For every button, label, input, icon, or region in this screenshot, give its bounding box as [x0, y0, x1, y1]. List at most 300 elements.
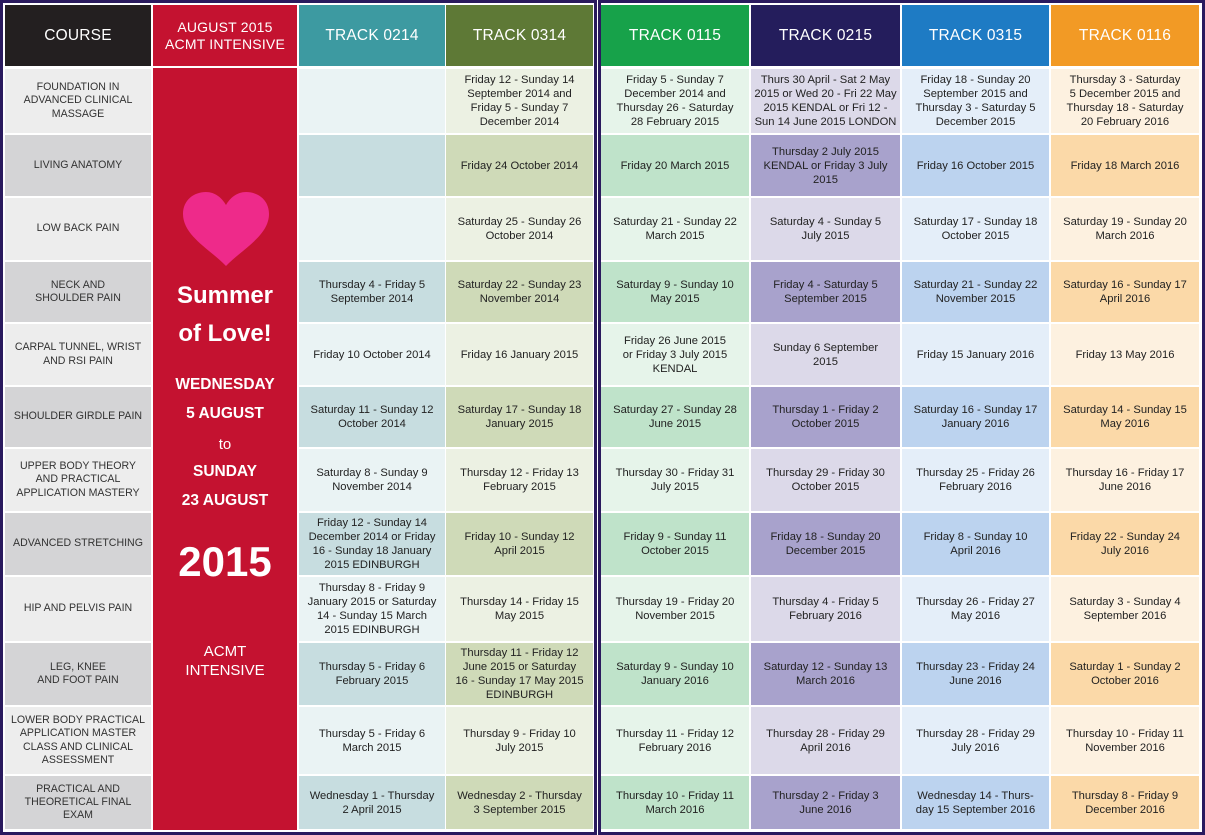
date-cell-0116: [1051, 324, 1199, 385]
text-line: February 2015: [483, 481, 556, 493]
text-line: February 2015: [335, 675, 409, 687]
date-cell-0314: [446, 198, 593, 260]
date-cell-0215: [751, 324, 900, 385]
text-line: Friday 9 - Sunday 11: [623, 531, 727, 543]
text-line: Thursday 18 - Saturday: [1066, 102, 1184, 114]
text-line: Friday 12 - Sunday 14: [316, 517, 428, 529]
text-line: Friday 18 - Sunday 20: [920, 74, 1031, 86]
text-line: 2 April 2015: [342, 803, 402, 816]
date-cell-0116: [1051, 198, 1199, 260]
cell-text: [319, 660, 425, 688]
text-line: Saturday 3 - Sunday 4: [1069, 596, 1181, 608]
date-cell-0314: [446, 643, 593, 705]
text-line: December 2014: [479, 116, 560, 128]
text-line: October 2015: [641, 545, 709, 557]
text-line: February 2016: [789, 610, 862, 622]
text-line: or Friday 3 July 2015: [622, 348, 728, 361]
cell-text: [461, 348, 579, 362]
text-line: Friday 10 October 2014: [313, 348, 431, 361]
cell-text: [770, 530, 880, 558]
date-cell-0315: [902, 324, 1049, 385]
text-line: Saturday 16 - Sunday 17: [913, 404, 1038, 416]
text-line: April 2016: [1099, 293, 1151, 305]
cell-text: [1067, 73, 1184, 129]
text-line: 2015 EDINBURGH: [324, 624, 420, 636]
cell-text: [914, 278, 1038, 306]
text-line: CARPAL TUNNEL, WRIST: [14, 341, 142, 354]
cell-text: [1063, 403, 1187, 431]
text-line: Wednesday 14 - Thurs-: [917, 789, 1034, 802]
text-line: ACMT INTENSIVE: [164, 35, 285, 52]
cell-text: [916, 595, 1035, 623]
cell-text: [616, 595, 735, 623]
text-line: PRACTICAL AND: [36, 782, 120, 795]
header-track-0215: TRACK 0215: [751, 5, 900, 66]
course-cell: [5, 387, 151, 447]
cell-text: [1066, 727, 1184, 755]
text-line: EXAM: [62, 809, 94, 822]
text-line: December 2014 or Friday: [308, 531, 436, 543]
end-date: 23 AUGUST: [181, 492, 269, 509]
date-cell-0315: [902, 198, 1049, 260]
cell-text: [461, 159, 579, 173]
course-cell: [5, 324, 151, 385]
cell-text: [319, 727, 425, 755]
text-line: 28 February 2015: [630, 116, 720, 128]
date-cell-0214: [299, 198, 445, 260]
text-line: Saturday 17 - Sunday 18: [457, 404, 582, 416]
text-line: 20 February 2016: [1080, 116, 1170, 128]
cell-text: [770, 215, 881, 243]
text-line: Saturday 22 - Sunday 23: [457, 279, 582, 291]
date-cell-0214: [299, 643, 445, 705]
text-line: AND PRACTICAL: [35, 473, 121, 486]
date-cell-0314: [446, 135, 593, 196]
text-line: Friday 24 October 2014: [460, 159, 579, 172]
cell-text: [458, 215, 582, 243]
text-line: ASSESSMENT: [41, 753, 115, 766]
cell-text: [14, 410, 142, 423]
date-cell-0215: [751, 776, 900, 829]
date-cell-0116: [1051, 387, 1199, 447]
date-cell-0315: [902, 707, 1049, 774]
text-line: April 2016: [950, 545, 1001, 557]
date-cell-0214: [299, 69, 445, 133]
date-cell-0115: [601, 324, 749, 385]
end-day: SUNDAY: [192, 463, 258, 480]
date-cell-0315: [902, 449, 1049, 511]
cell-text: [316, 466, 427, 494]
text-line: HIP AND PELVIS PAIN: [23, 602, 133, 615]
date-cell-0214: [299, 513, 445, 575]
date-cell-0214: [299, 707, 445, 774]
course-cell: [5, 643, 151, 705]
cell-text: [309, 516, 436, 572]
text-line: Thursday 5 - Friday 6: [318, 727, 426, 740]
date-cell-0115: [601, 387, 749, 447]
cell-text: [772, 403, 878, 431]
course-cell: [5, 449, 151, 511]
date-cell-0314: [446, 513, 593, 575]
text-line: ADVANCED CLINICAL: [23, 94, 133, 107]
text-line: Thursday 10 - Friday 11: [1066, 727, 1184, 740]
text-line: March 2016: [645, 803, 705, 816]
cell-text: [917, 348, 1035, 362]
text-line: April 2016: [800, 741, 851, 754]
text-line: Friday 13 May 2016: [1075, 348, 1175, 361]
text-line: November 2015: [935, 293, 1016, 305]
text-line: Friday 4 - Saturday 5: [773, 279, 878, 291]
cell-text: [1076, 348, 1175, 362]
cell-text: [916, 727, 1035, 755]
date-cell-0315: [902, 387, 1049, 447]
text-line: October 2015: [941, 230, 1010, 242]
cell-text: [616, 278, 734, 306]
cell-text: [24, 81, 133, 121]
text-line: June 2015 or Saturday: [462, 661, 577, 673]
text-line: Saturday 4 - Sunday 5: [769, 216, 882, 228]
text-line: September 2014: [330, 293, 414, 305]
text-line: AND FOOT PAIN: [37, 674, 119, 686]
date-cell-0116: [1051, 69, 1199, 133]
date-cell-0214: [299, 776, 445, 829]
date-cell-0116: [1051, 707, 1199, 774]
date-cell-0215: [751, 262, 900, 322]
header-track-0315: TRACK 0315: [902, 5, 1049, 66]
text-line: 14 - Sunday 15 March: [316, 610, 428, 622]
text-line: March 2015: [342, 741, 402, 754]
text-line: October 2014: [485, 230, 554, 242]
date-cell-0214: [299, 324, 445, 385]
text-line: September 2015: [784, 293, 867, 305]
text-line: Thursday 8 - Friday 9: [1071, 789, 1179, 802]
date-cell-0314: [446, 776, 593, 829]
text-line: NECK AND: [50, 278, 106, 291]
text-line: Thursday 3 - Saturday: [1069, 74, 1181, 86]
text-line: FOUNDATION IN: [36, 81, 120, 94]
text-line: Saturday 1 - Sunday 2: [1069, 661, 1181, 673]
date-cell-0115: [601, 135, 749, 196]
text-line: 2015 KENDAL or Fri 12 -: [763, 102, 888, 114]
text-line: Thursday 2 - Friday 3: [772, 789, 879, 802]
date-cell-0215: [751, 643, 900, 705]
course-cell: [5, 262, 151, 322]
date-cell-0116: [1051, 513, 1199, 575]
text-line: Friday 20 March 2015: [620, 159, 730, 172]
date-cell-0115: [601, 198, 749, 260]
text-line: May 2015: [650, 293, 700, 305]
text-line: July 2015: [801, 230, 850, 242]
cell-text: [34, 159, 123, 172]
cell-text: [764, 660, 888, 688]
text-line: SHOULDER PAIN: [35, 292, 121, 304]
text-line: Thursday 5 - Friday 6: [318, 661, 426, 673]
date-cell-0115: [601, 643, 749, 705]
cell-text: [319, 278, 425, 306]
date-cell-0215: [751, 513, 900, 575]
date-cell-0115: [601, 69, 749, 133]
cell-text: [773, 278, 877, 306]
header-track-0214: TRACK 0214: [299, 5, 445, 66]
text-line: Thursday 12 - Friday 13: [460, 467, 579, 479]
date-cell-0214: [299, 387, 445, 447]
date-to: to: [218, 436, 232, 453]
text-line: KENDAL or Friday 3 July: [763, 159, 888, 172]
text-line: November 2014: [332, 481, 412, 493]
date-cell-0115: [601, 262, 749, 322]
promo-title-line2: of Love!: [178, 320, 272, 347]
date-cell-0215: [751, 387, 900, 447]
text-line: January 2015 or Saturday: [307, 596, 437, 608]
cell-text: [766, 466, 885, 494]
text-line: Friday 15 January 2016: [916, 348, 1035, 361]
course-cell: [5, 776, 151, 829]
date-cell-0314: [446, 577, 593, 641]
text-line: LOWER BODY PRACTICAL: [10, 714, 146, 727]
text-line: Thursday 11 - Friday 12: [616, 727, 734, 740]
text-line: Friday 26 June 2015: [624, 334, 726, 347]
date-cell-0116: [1051, 643, 1199, 705]
text-line: THEORETICAL FINAL: [24, 795, 132, 808]
header-track-0115: TRACK 0115: [601, 5, 749, 66]
text-line: Saturday 19 - Sunday 20: [1063, 216, 1187, 228]
text-line: Thursday 14 - Friday 15: [460, 596, 579, 608]
cell-text: [464, 73, 574, 129]
text-line: 16 - Sunday 17 May 2015: [455, 675, 584, 687]
text-line: Friday 16 January 2015: [460, 348, 579, 361]
cell-text: [463, 727, 576, 755]
text-line: 2015: [813, 173, 838, 186]
date-cell-0315: [902, 262, 1049, 322]
cell-text: [616, 660, 734, 688]
date-cell-0214: [299, 449, 445, 511]
cell-text: [916, 789, 1035, 817]
text-line: January 2016: [941, 418, 1010, 430]
text-line: Thursday 10 - Friday 11: [616, 789, 734, 802]
text-line: UPPER BODY THEORY: [20, 460, 136, 473]
header-intensive-text: [165, 19, 285, 51]
text-line: November 2016: [1085, 741, 1165, 754]
text-line: AND RSI PAIN: [43, 354, 113, 367]
cell-text: [1070, 530, 1180, 558]
date-cell-0215: [751, 707, 900, 774]
cell-text: [613, 215, 737, 243]
cell-text: [754, 73, 896, 129]
course-cell: [5, 69, 151, 133]
course-cell: [5, 577, 151, 641]
text-line: 3 September 2015: [473, 803, 566, 816]
date-cell-0314: [446, 449, 593, 511]
text-line: October 2014: [338, 418, 406, 430]
date-cell-0315: [902, 69, 1049, 133]
text-line: February 2016: [638, 741, 712, 754]
text-line: Thursday 23 - Friday 24: [916, 661, 1035, 673]
text-line: Thursday 28 - Friday 29: [916, 727, 1035, 740]
text-line: December 2014 and: [624, 88, 726, 100]
text-line: January 2015: [485, 418, 554, 430]
cell-text: [613, 403, 737, 431]
text-line: Saturday 14 - Sunday 15: [1063, 404, 1187, 416]
cell-text: [1071, 159, 1180, 173]
text-line: Saturday 8 - Sunday 9: [316, 467, 428, 479]
cell-text: [616, 789, 734, 817]
text-line: Sun 14 June 2015 LONDON: [754, 116, 897, 128]
text-line: APPLICATION MASTERY: [16, 486, 140, 499]
text-line: July 2016: [1101, 545, 1149, 557]
header-track-0116: TRACK 0116: [1051, 5, 1199, 66]
date-cell-0315: [902, 513, 1049, 575]
cell-text: [1066, 466, 1185, 494]
date-cell-0214: [299, 577, 445, 641]
text-line: Friday 22 - Sunday 24: [1069, 531, 1181, 543]
text-line: EDINBURGH: [485, 689, 554, 701]
cell-text: [772, 789, 878, 817]
text-line: September 2016: [1083, 610, 1167, 622]
text-line: July 2016: [951, 741, 1000, 754]
text-line: September 2014 and: [467, 88, 572, 100]
text-line: September 2015 and: [923, 88, 1028, 100]
text-line: Thursday 29 - Friday 30: [766, 467, 885, 479]
intensive-year: 2015: [178, 538, 272, 585]
text-line: January 2016: [641, 675, 709, 687]
cell-text: [313, 348, 431, 362]
date-cell-0315: [902, 135, 1049, 196]
text-line: Saturday 9 - Sunday 10: [616, 279, 734, 291]
text-line: Wednesday 2 - Thursday: [457, 789, 582, 802]
cell-text: [16, 460, 139, 500]
date-cell-0315: [902, 577, 1049, 641]
date-cell-0215: [751, 135, 900, 196]
text-line: March 2016: [1095, 230, 1155, 242]
text-line: April 2015: [494, 545, 545, 557]
date-cell-0214: [299, 135, 445, 196]
date-cell-0314: [446, 707, 593, 774]
text-line: Thursday 4 - Friday 5: [318, 279, 426, 291]
text-line: APPLICATION MASTER: [19, 727, 137, 740]
cell-text: [616, 466, 735, 494]
course-cell: [5, 135, 151, 196]
text-line: Thursday 9 - Friday 10: [463, 727, 576, 740]
cell-text: [1063, 278, 1187, 306]
cell-text: [457, 789, 582, 817]
date-cell-0215: [751, 69, 900, 133]
date-cell-0115: [601, 707, 749, 774]
text-line: Saturday 21 - Sunday 22: [913, 279, 1038, 291]
cell-text: [773, 341, 878, 369]
text-line: Saturday 27 - Sunday 28: [613, 404, 737, 416]
text-line: March 2015: [645, 230, 705, 242]
cell-text: [914, 215, 1038, 243]
text-line: LEG, KNEE: [50, 660, 106, 673]
cell-text: [24, 602, 132, 615]
text-line: May 2015: [494, 610, 545, 622]
text-line: Friday 5 - Sunday 7: [470, 102, 569, 114]
course-cell: [5, 513, 151, 575]
text-line: May 2016: [950, 610, 1001, 622]
cell-text: [308, 581, 437, 637]
text-line: MASSAGE: [51, 107, 105, 120]
text-line: Friday 5 - Sunday 7: [626, 74, 724, 86]
cell-text: [916, 660, 1035, 688]
course-cell: [5, 198, 151, 260]
cell-text: [11, 714, 145, 767]
text-line: 2015: [813, 355, 838, 368]
text-line: Wednesday 1 - Thursday: [309, 789, 435, 802]
date-cell-0314: [446, 69, 593, 133]
text-line: October 2015: [791, 481, 860, 493]
text-line: Friday 10 - Sunday 12: [464, 531, 575, 543]
text-line: December 2015: [935, 116, 1016, 128]
text-line: Thursday 30 - Friday 31: [615, 467, 735, 479]
text-line: Saturday 16 - Sunday 17: [1063, 279, 1187, 291]
cell-text: [924, 530, 1028, 558]
text-line: 2015 or Wed 20 - Fri 22 May: [754, 88, 897, 100]
text-line: November 2015: [635, 610, 715, 622]
text-line: June 2016: [949, 675, 1002, 687]
text-line: Thursday 26 - Friday 27: [916, 596, 1035, 608]
text-line: July 2015: [651, 481, 699, 493]
text-line: Saturday 21 - Sunday 22: [613, 216, 737, 228]
text-line: June 2015: [648, 418, 702, 430]
text-line: February 2016: [939, 481, 1012, 493]
header-course: COURSE: [5, 5, 151, 66]
cell-text: [310, 789, 435, 817]
text-line: Friday 8 - Sunday 10: [923, 531, 1028, 543]
date-cell-0215: [751, 577, 900, 641]
text-line: Saturday 9 - Sunday 10: [616, 661, 734, 673]
cell-text: [616, 727, 734, 755]
date-cell-0314: [446, 262, 593, 322]
text-line: Thursday 8 - Friday 9: [318, 582, 426, 594]
text-line: July 2015: [495, 741, 544, 754]
date-cell-0115: [601, 513, 749, 575]
text-line: Friday 16 October 2015: [916, 159, 1035, 172]
cell-text: [617, 73, 734, 129]
cell-text: [460, 595, 579, 623]
cell-text: [772, 595, 878, 623]
cell-text: [766, 727, 885, 755]
cell-text: [1063, 215, 1187, 243]
text-line: AUGUST 2015: [177, 19, 273, 36]
text-line: Friday 18 March 2016: [1070, 159, 1180, 172]
text-line: Friday 18 - Sunday 20: [770, 531, 881, 543]
cell-text: [455, 646, 583, 702]
text-line: Saturday 12 - Sunday 13: [763, 661, 888, 673]
text-line: LIVING ANATOMY: [33, 158, 123, 171]
text-line: Friday 12 - Sunday 14: [464, 74, 575, 86]
date-cell-0116: [1051, 449, 1199, 511]
text-line: Thursday 4 - Friday 5: [772, 596, 879, 608]
text-line: Thursday 25 - Friday 26: [916, 467, 1035, 479]
text-line: day 15 September 2016: [915, 803, 1036, 816]
text-line: Saturday 17 - Sunday 18: [913, 216, 1038, 228]
intensive-footer-line1: ACMT: [203, 643, 247, 660]
cell-text: [460, 466, 579, 494]
date-cell-0115: [601, 776, 749, 829]
cell-text: [917, 159, 1035, 173]
cell-text: [464, 530, 574, 558]
cell-text: [15, 341, 141, 367]
intensive-footer-line2: INTENSIVE: [185, 662, 265, 679]
text-line: Sunday 6 September: [772, 341, 879, 354]
cell-text: [35, 279, 121, 305]
text-line: Saturday 25 - Sunday 26: [457, 216, 582, 228]
text-line: 2015 EDINBURGH: [324, 559, 420, 571]
date-cell-0314: [446, 324, 593, 385]
course-cell: [5, 707, 151, 774]
text-line: October 2016: [1091, 675, 1159, 687]
text-line: Thursday 3 - Saturday 5: [915, 102, 1036, 114]
